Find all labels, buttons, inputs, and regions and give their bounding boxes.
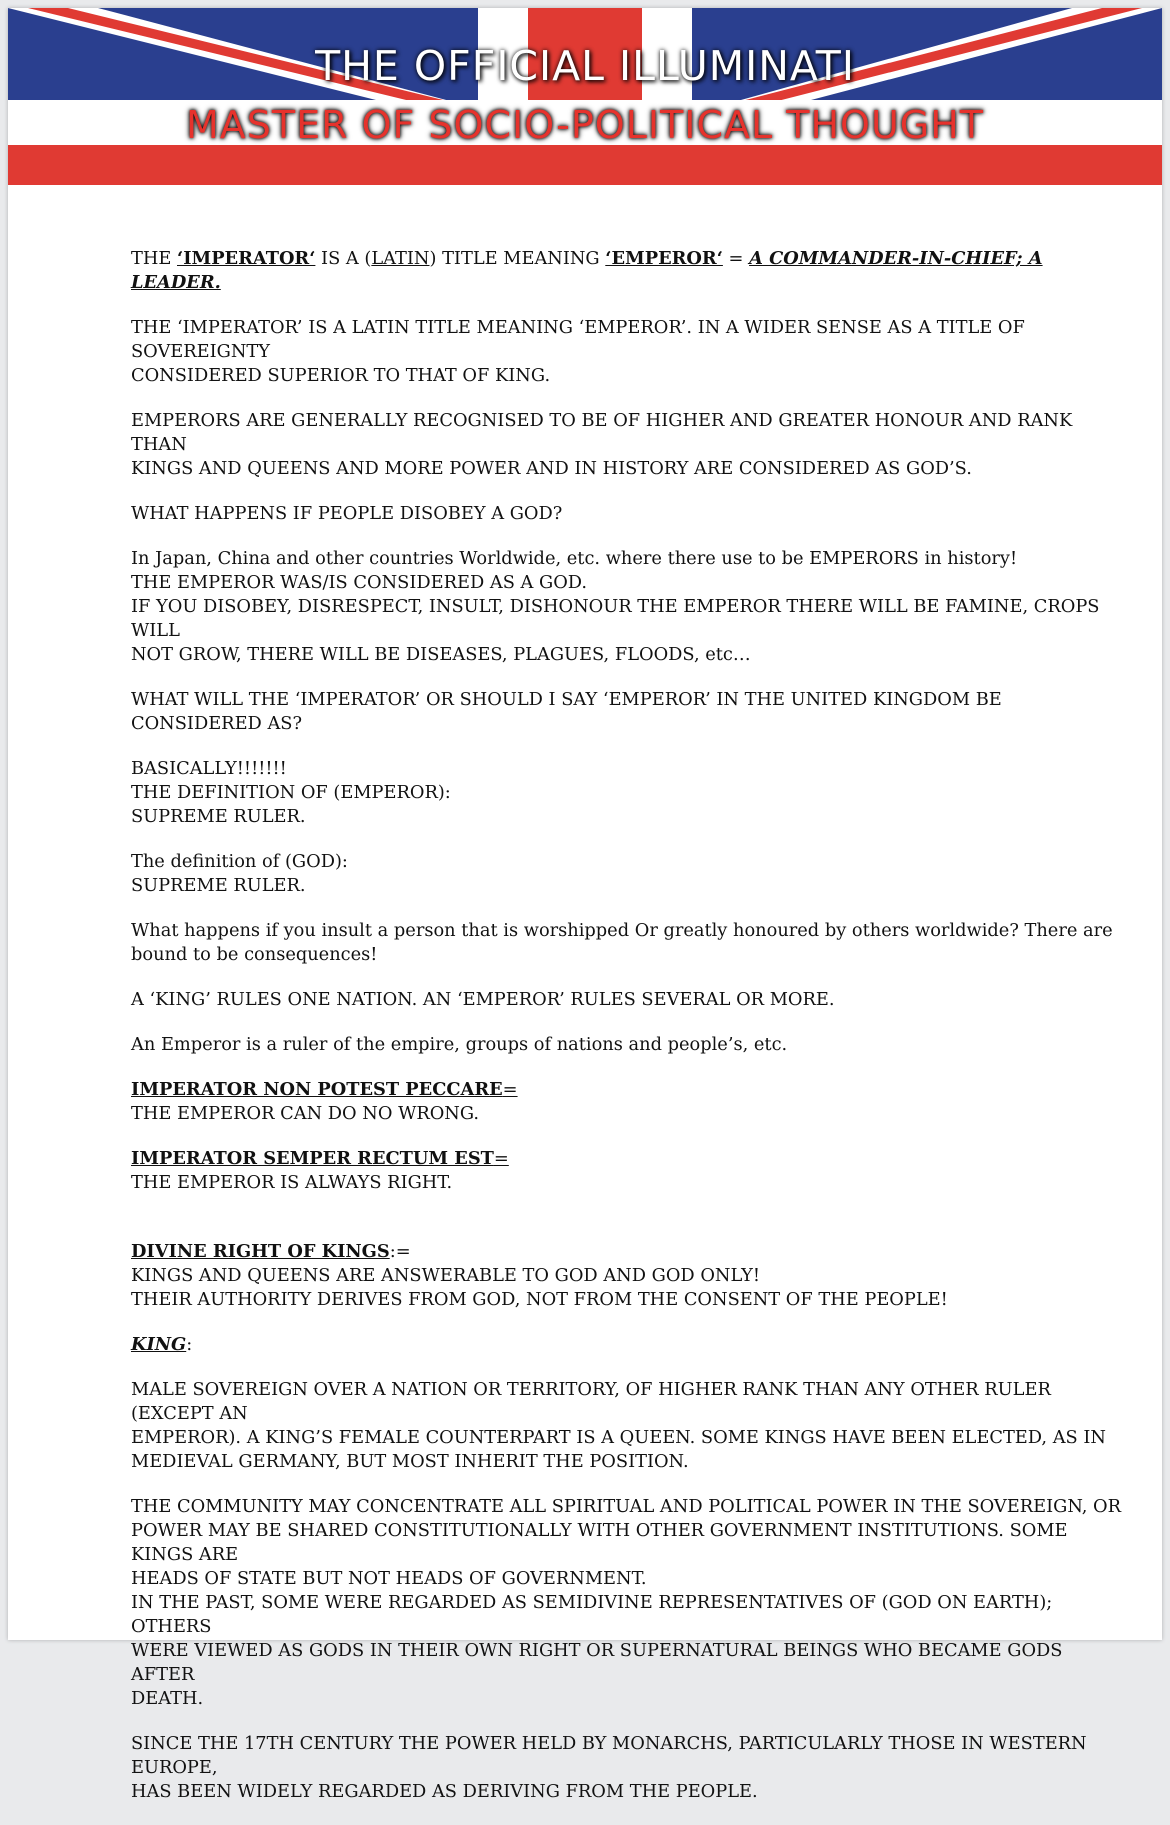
paragraph-disobey-question: WHAT HAPPENS IF PEOPLE DISOBEY A GOD? xyxy=(131,503,563,524)
paragraph-god-definition: The definition of (GOD): SUPREME RULER. xyxy=(131,851,348,896)
paragraph-semper-rectum-est: IMPERATOR SEMPER RECTUM EST= THE EMPEROR IS ALWAYS RIGHT. xyxy=(131,1148,509,1193)
paragraph-latin-title: THE ‘IMPERATOR’ IS A LATIN TITLE MEANING ‘EMPEROR’. IN A WIDER SENSE AS A TITLE OF SOVEREIGNTY CONSIDERED SUPERIOR TO THAT OF KING. xyxy=(131,317,1025,386)
maxim-heading: IMPERATOR SEMPER RECTUM EST xyxy=(131,1148,494,1169)
paragraph-king-vs-emperor: A ‘KING’ RULES ONE NATION. AN ‘EMPEROR’ RULES SEVERAL OR MORE. xyxy=(131,989,835,1010)
union-flag-graphic xyxy=(8,8,1162,185)
paragraph-japan-china: In Japan, China and other countries Worldwide, etc. where there use to be EMPERORS in history! THE EMPEROR WAS/IS CONSIDERED AS A GOD. IF YOU DISOBEY, DISRESPECT, INSULT, DISHONOUR THE EMPEROR THERE WILL BE FAMINE, CROPS WILL NOT GROW, THERE WILL BE DISEASES, PLAGUES, FLOODS, etc… xyxy=(131,548,1100,665)
banner-title: THE OFFICIAL ILLUMINATI xyxy=(315,42,855,90)
document-body xyxy=(131,247,1131,1825)
paragraph-male-sovereign: MALE SOVEREIGN OVER A NATION OR TERRITORY, OF HIGHER RANK THAN ANY OTHER RULER (EXCEPT AN EMPEROR). A KING’S FEMALE COUNTERPART IS A QUEEN. SOME KINGS HAVE BEEN ELECTED, AS IN MEDIEVAL GERMANY, BUT MOST INHERIT THE POSITION. xyxy=(131,1379,1106,1472)
paragraph-17th-century: SINCE THE 17TH CENTURY THE POWER HELD BY MONARCHS, PARTICULARLY THOSE IN WESTERN EUROPE, HAS BEEN WIDELY REGARDED AS DERIVING FROM THE PEOPLE. xyxy=(131,1733,1087,1802)
imperator-term: ‘IMPERATOR‘ xyxy=(177,248,316,269)
king-heading: KING xyxy=(131,1334,187,1355)
paragraph-consequences: What happens if you insult a person that is worshipped Or greatly honoured by others worldwide? There are bound to be consequences! xyxy=(131,920,1113,965)
paragraph-non-potest-peccare: IMPERATOR NON POTEST PECCARE= THE EMPEROR CAN DO NO WRONG. xyxy=(131,1079,518,1124)
commander-definition: A COMMANDER-IN-CHIEF; A LEADER. xyxy=(131,248,1043,293)
paragraph-empire-ruler: An Emperor is a ruler of the empire, groups of nations and people’s, etc. xyxy=(131,1034,788,1055)
paragraph-imperator-title: THE ‘IMPERATOR‘ IS A (LATIN) TITLE MEANING ‘EMPEROR‘ = A COMMANDER-IN-CHIEF; A LEADER. xyxy=(131,248,1043,293)
header-banner xyxy=(8,8,1162,185)
divine-right-heading: DIVINE RIGHT OF KINGS xyxy=(131,1241,390,1262)
paragraph-emperor-definition: BASICALLY!!!!!!! THE DEFINITION OF (EMPEROR): SUPREME RULER. xyxy=(131,758,451,827)
emperor-term: ‘EMPEROR‘ xyxy=(605,248,723,269)
maxim-heading: IMPERATOR NON POTEST PECCARE xyxy=(131,1079,503,1100)
latin-term: LATIN xyxy=(371,248,430,269)
paragraph-emperors-rank: EMPERORS ARE GENERALLY RECOGNISED TO BE OF HIGHER AND GREATER HONOUR AND RANK THAN KINGS AND QUEENS AND MORE POWER AND IN HISTORY ARE CONSIDERED AS GOD’S. xyxy=(131,410,1073,479)
document-page xyxy=(8,8,1162,1802)
paragraph-community-power: THE COMMUNITY MAY CONCENTRATE ALL SPIRITUAL AND POLITICAL POWER IN THE SOVEREIGN, OR POWER MAY BE SHARED CONSTITUTIONALLY WITH OTHER GOVERNMENT INSTITUTIONS. SOME KINGS ARE HEADS OF STATE BUT NOT HEADS OF GOVERNMENT. IN THE PAST, SOME WERE REGARDED AS SEMIDIVINE REPRESENTATIVES OF (GOD ON EARTH); OTHERS WERE VIEWED AS GODS IN THEIR OWN RIGHT OR SUPERNATURAL BEINGS WHO BECAME GODS AFTER DEATH. xyxy=(131,1496,1122,1709)
paragraph-king-heading: KING: xyxy=(131,1334,193,1355)
banner-subtitle: MASTER OF SOCIO-POLITICAL THOUGHT xyxy=(185,103,985,147)
paragraph-divine-right: DIVINE RIGHT OF KINGS:= KINGS AND QUEENS ARE ANSWERABLE TO GOD AND GOD ONLY! THEIR AUTHORITY DERIVES FROM GOD, NOT FROM THE CONSENT OF THE PEOPLE! xyxy=(131,1241,948,1310)
paragraph-uk-question: WHAT WILL THE ‘IMPERATOR’ OR SHOULD I SAY ‘EMPEROR’ IN THE UNITED KINGDOM BE CONSIDERED AS? xyxy=(131,689,1002,734)
